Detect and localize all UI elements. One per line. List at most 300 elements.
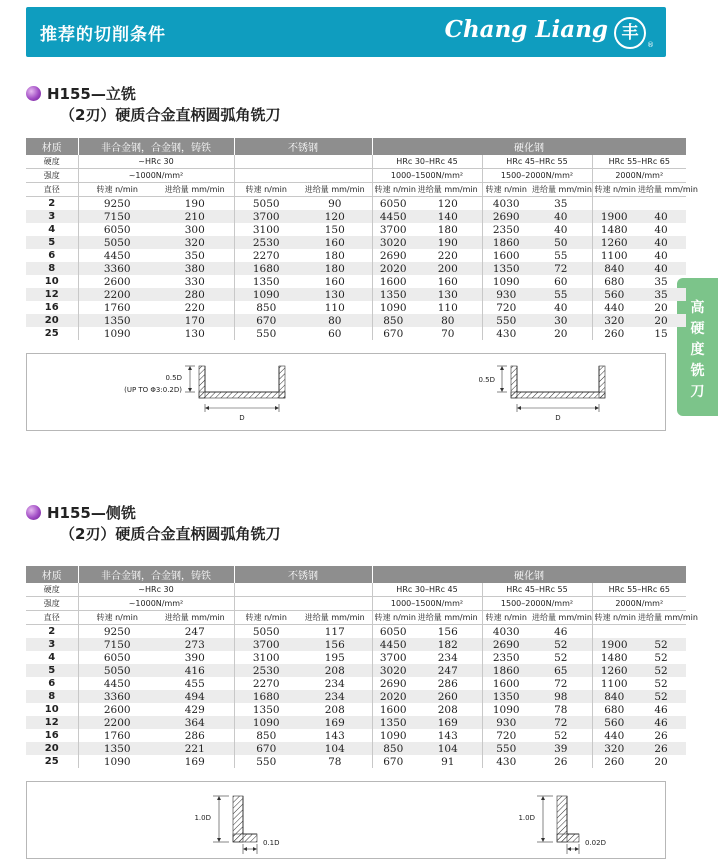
feed-cell: 60	[530, 275, 592, 288]
speed-cell: 550	[256, 755, 277, 768]
hardness-value: HRc 30–HRc 45	[372, 583, 482, 597]
feed-cell: 350	[156, 249, 234, 262]
left-width-label: D	[239, 414, 245, 422]
feed-cell: 220	[414, 249, 482, 262]
strength-value: 1000–1500N/mm²	[372, 169, 482, 183]
diameter-cell: 12	[26, 288, 78, 301]
strength-value: 1500–2000N/mm²	[482, 597, 592, 611]
feed-cell: 20	[654, 755, 668, 768]
feed-cell: 234	[414, 651, 482, 664]
speed-cell: 2690	[379, 677, 407, 690]
speed-cell: 3100	[252, 651, 280, 664]
feed-cell: 46	[636, 716, 686, 729]
side-tab-char: 铣	[690, 363, 705, 379]
diameter-cell: 12	[26, 716, 78, 729]
side-tab-char: 刀	[690, 384, 705, 400]
speed-column-label: 转速 n/min	[372, 611, 414, 625]
speed-cell: 3700	[234, 638, 298, 651]
speed-cell: 2600	[103, 275, 131, 288]
table-row	[26, 664, 686, 677]
strength-value: 1000–1500N/mm²	[372, 597, 482, 611]
feed-cell: 70	[414, 327, 482, 340]
feed-cell: 208	[298, 664, 372, 677]
feed-cell: 40	[636, 236, 686, 249]
speed-cell: 1090	[234, 716, 298, 729]
speed-cell: 670	[383, 327, 404, 340]
speed-cell: 550	[482, 742, 530, 755]
strength-value: ~1000N/mm²	[78, 597, 234, 611]
feed-cell: 46	[654, 703, 668, 716]
strength-row	[26, 597, 686, 611]
speed-cell: 2530	[234, 236, 298, 249]
feed-cell: 273	[156, 638, 234, 651]
feed-cell: 429	[156, 703, 234, 716]
speed-cell: 4030	[492, 197, 520, 210]
speed-cell: 6050	[379, 197, 407, 210]
feed-cell: 150	[298, 223, 372, 236]
diameter-cell: 10	[26, 275, 78, 288]
feed-cell: 170	[156, 314, 234, 327]
speed-column-label: 转速 n/min	[78, 183, 156, 197]
feed-cell: 26	[530, 755, 592, 768]
feed-cell: 35	[530, 197, 592, 211]
speed-cell: 4450	[103, 677, 131, 690]
speed-cell: 1600	[379, 275, 407, 288]
speed-column-label: 转速 n/min	[592, 611, 636, 625]
speed-cell: 320	[592, 314, 636, 327]
feed-cell: 180	[298, 262, 372, 275]
speed-cell: 1350	[482, 262, 530, 275]
feed-cell: 160	[298, 275, 372, 288]
left-slot-profile	[185, 366, 285, 412]
feed-cell: 220	[156, 301, 234, 314]
feed-cell: 320	[156, 236, 234, 249]
feed-cell: 35	[636, 288, 686, 301]
feed-cell: 330	[156, 275, 234, 288]
feed-cell: 39	[530, 742, 592, 755]
feed-cell: 35	[654, 275, 668, 288]
feed-cell: 91	[414, 755, 482, 768]
speed-cell: 670	[383, 755, 404, 768]
feed-cell: 40	[636, 262, 686, 275]
diameter-cell: 2	[26, 625, 78, 639]
section2-diagram	[26, 781, 666, 859]
diameter-label: 直径	[26, 611, 78, 625]
speed-cell: 670	[234, 742, 298, 755]
feed-cell: 200	[414, 262, 482, 275]
feed-cell: 15	[654, 327, 668, 340]
brand-logo-icon: 丰	[614, 17, 646, 49]
speed-cell: 5050	[252, 625, 280, 638]
speed-cell: 680	[604, 703, 625, 716]
speed-cell: 720	[496, 301, 517, 314]
feed-cell: 50	[530, 236, 592, 249]
hardness-row	[26, 155, 686, 169]
feed-cell: 52	[636, 664, 686, 677]
feed-cell: 190	[414, 236, 482, 249]
speed-cell: 3700	[379, 651, 407, 664]
strength-row	[26, 169, 686, 183]
hardness-value: HRc 55–HRc 65	[592, 155, 686, 169]
section2-title: H155—侧铣	[47, 504, 136, 522]
left-height-label: 1.0D	[194, 814, 211, 822]
feed-cell: 364	[156, 716, 234, 729]
feed-cell: 130	[414, 288, 482, 301]
speed-cell: 6050	[103, 223, 131, 236]
feed-cell: 120	[298, 210, 372, 223]
speed-cell: 2270	[252, 249, 280, 262]
feed-cell: 130	[298, 288, 372, 301]
speed-cell: 1350	[78, 742, 156, 755]
table-row	[26, 314, 686, 327]
speed-cell: 6050	[379, 625, 407, 638]
feed-cell: 40	[654, 223, 668, 236]
feed-cell: 72	[530, 262, 592, 275]
feed-cell: 286	[156, 729, 234, 742]
diameter-cell: 20	[26, 314, 78, 327]
feed-cell: 52	[530, 638, 592, 651]
diameter-cell: 3	[26, 210, 78, 223]
hardness-value-empty	[234, 583, 372, 597]
feed-cell: 80	[414, 314, 482, 327]
feed-cell: 52	[530, 651, 592, 664]
material-label: 材质	[26, 566, 78, 583]
feed-cell: 455	[156, 677, 234, 690]
strength-label: 强度	[26, 597, 78, 611]
right-depth-label: 0.5D	[478, 376, 495, 384]
speed-cell: 1600	[492, 249, 520, 262]
speed-cell: 680	[604, 275, 625, 288]
diameter-cell: 5	[26, 664, 78, 677]
table-row	[26, 275, 686, 288]
feed-cell: 90	[298, 197, 372, 211]
diameter-cell: 25	[26, 755, 78, 768]
diameter-cell: 5	[26, 236, 78, 249]
material-header-row	[26, 566, 686, 583]
speed-cell	[592, 625, 636, 639]
speed-cell: 930	[482, 288, 530, 301]
feed-cell: 55	[530, 288, 592, 301]
speed-column-label: 转速 n/min	[482, 611, 530, 625]
speed-cell: 1090	[379, 301, 407, 314]
speed-cell: 1860	[482, 236, 530, 249]
diameter-cell: 6	[26, 249, 78, 262]
feed-cell	[636, 625, 686, 639]
speed-column-label: 转速 n/min	[372, 183, 414, 197]
speed-column-label: 转速 n/min	[234, 183, 298, 197]
feed-cell: 260	[414, 690, 482, 703]
speed-cell: 1260	[592, 236, 636, 249]
feed-cell: 110	[414, 301, 482, 314]
feed-column-label: 进给量 mm/min	[636, 611, 686, 625]
feed-cell: 234	[298, 677, 372, 690]
speed-cell: 1900	[592, 210, 636, 223]
speed-cell: 260	[604, 327, 625, 340]
feed-cell: 20	[636, 314, 686, 327]
speed-cell: 3700	[379, 223, 407, 236]
right-height-label: 1.0D	[518, 814, 535, 822]
material-label: 材质	[26, 138, 78, 155]
feed-cell: 156	[298, 638, 372, 651]
speed-cell: 2690	[379, 249, 407, 262]
speed-cell: 2350	[492, 223, 520, 236]
table-row	[26, 327, 686, 340]
feed-cell: 117	[298, 625, 372, 639]
table-row	[26, 197, 686, 211]
speed-cell: 2200	[78, 716, 156, 729]
feed-cell: 40	[530, 210, 592, 223]
speed-cell: 3100	[252, 223, 280, 236]
cutting-table-section1	[26, 138, 698, 340]
table-row	[26, 236, 686, 249]
diameter-cell: 8	[26, 262, 78, 275]
feed-cell: 180	[414, 223, 482, 236]
speed-cell: 1090	[379, 729, 407, 742]
feed-cell: 195	[298, 651, 372, 664]
feed-cell: 156	[414, 625, 482, 639]
group-header-hardened: 硬化钢	[372, 138, 686, 155]
feed-cell: 247	[414, 664, 482, 677]
table-row	[26, 301, 686, 314]
bullet-icon	[26, 505, 41, 520]
feed-column-label: 进给量 mm/min	[530, 611, 592, 625]
column-label-row	[26, 183, 686, 197]
diameter-label: 直径	[26, 183, 78, 197]
speed-cell: 2600	[103, 703, 131, 716]
table-row	[26, 262, 686, 275]
feed-cell: 40	[530, 223, 592, 236]
speed-cell: 440	[604, 301, 625, 314]
speed-cell: 1480	[600, 651, 628, 664]
speed-cell: 1680	[234, 690, 298, 703]
feed-cell: 169	[156, 755, 234, 768]
feed-cell: 20	[530, 327, 592, 340]
hardness-label: 硬度	[26, 155, 78, 169]
hardness-value: ~HRc 30	[78, 583, 234, 597]
left-depth-label: 0.5D	[165, 374, 182, 382]
strength-value: 2000N/mm²	[592, 169, 686, 183]
feed-cell: 160	[298, 236, 372, 249]
group-header-stainless: 不锈钢	[234, 138, 372, 155]
feed-column-label: 进给量 mm/min	[530, 183, 592, 197]
speed-cell: 850	[372, 742, 414, 755]
left-note-label: (UP TO Φ3:0.2D)	[124, 386, 182, 394]
table-row	[26, 677, 686, 690]
right-width-label: D	[555, 414, 561, 422]
speed-cell: 2020	[372, 690, 414, 703]
feed-cell: 98	[530, 690, 592, 703]
speed-cell: 560	[592, 288, 636, 301]
feed-cell: 300	[156, 223, 234, 236]
table-row	[26, 716, 686, 729]
speed-cell: 840	[592, 690, 636, 703]
hardness-value: HRc 45–HRc 55	[482, 583, 592, 597]
speed-cell: 5050	[252, 197, 280, 210]
speed-cell: 1350	[482, 690, 530, 703]
feed-cell: 52	[654, 677, 668, 690]
feed-cell: 40	[636, 210, 686, 223]
hardness-row	[26, 583, 686, 597]
hardness-value: HRc 55–HRc 65	[592, 583, 686, 597]
strength-value-empty	[234, 597, 372, 611]
feed-cell: 60	[298, 327, 372, 340]
side-tab-char: 高	[690, 300, 705, 316]
speed-cell: 1680	[234, 262, 298, 275]
feed-cell: 80	[298, 314, 372, 327]
feed-cell: 143	[414, 729, 482, 742]
feed-cell: 210	[156, 210, 234, 223]
feed-cell: 180	[298, 249, 372, 262]
table-row	[26, 625, 686, 639]
feed-cell: 380	[156, 262, 234, 275]
feed-cell: 110	[298, 301, 372, 314]
hardness-label: 硬度	[26, 583, 78, 597]
feed-column-label: 进给量 mm/min	[156, 183, 234, 197]
table-row	[26, 742, 686, 755]
speed-cell: 2690	[482, 638, 530, 651]
diameter-cell: 16	[26, 729, 78, 742]
speed-cell: 430	[496, 327, 517, 340]
feed-cell: 169	[414, 716, 482, 729]
speed-cell: 1090	[492, 703, 520, 716]
side-tab-char: 度	[690, 342, 705, 358]
feed-cell: 52	[530, 729, 592, 742]
speed-cell: 850	[372, 314, 414, 327]
group-header-hardened: 硬化钢	[372, 566, 686, 583]
brand-name: Chang Liang	[444, 16, 608, 43]
speed-cell: 2020	[372, 262, 414, 275]
diameter-cell: 4	[26, 651, 78, 664]
feed-cell: 40	[654, 249, 668, 262]
cutting-table-section2	[26, 566, 698, 768]
section1-heading	[26, 84, 280, 126]
feed-cell: 120	[414, 197, 482, 211]
table-row	[26, 210, 686, 223]
speed-cell: 320	[592, 742, 636, 755]
speed-cell: 1090	[103, 755, 131, 768]
speed-cell: 5050	[78, 664, 156, 677]
speed-cell: 1350	[252, 275, 280, 288]
speed-column-label: 转速 n/min	[482, 183, 530, 197]
feed-cell: 65	[530, 664, 592, 677]
right-step-profile	[537, 796, 579, 854]
feed-cell: 20	[654, 301, 668, 314]
strength-value: ~1000N/mm²	[78, 169, 234, 183]
speed-cell: 3360	[78, 262, 156, 275]
speed-cell: 2200	[78, 288, 156, 301]
table-row	[26, 729, 686, 742]
speed-cell: 560	[592, 716, 636, 729]
feed-cell: 143	[298, 729, 372, 742]
speed-cell: 5050	[78, 236, 156, 249]
speed-cell: 4450	[372, 210, 414, 223]
speed-cell: 930	[482, 716, 530, 729]
table-row	[26, 755, 686, 768]
speed-cell: 9250	[103, 197, 131, 210]
speed-column-label: 转速 n/min	[592, 183, 636, 197]
speed-cell: 1100	[600, 677, 628, 690]
speed-cell: 1600	[379, 703, 407, 716]
speed-cell: 670	[234, 314, 298, 327]
feed-cell: 40	[530, 301, 592, 314]
feed-cell: 55	[530, 249, 592, 262]
section2-heading	[26, 503, 280, 545]
speed-cell: 430	[496, 755, 517, 768]
diameter-cell: 3	[26, 638, 78, 651]
speed-cell	[592, 197, 636, 211]
speed-cell: 1090	[103, 327, 131, 340]
section1-subtitle: （2刃）硬质合金直柄圆弧角铣刀	[60, 106, 281, 124]
strength-value: 1500–2000N/mm²	[482, 169, 592, 183]
speed-cell: 4450	[372, 638, 414, 651]
strength-value-empty	[234, 169, 372, 183]
table-row	[26, 651, 686, 664]
speed-cell: 1480	[600, 223, 628, 236]
feed-cell: 26	[636, 742, 686, 755]
feed-cell: 140	[414, 210, 482, 223]
diameter-cell: 6	[26, 677, 78, 690]
table-row	[26, 223, 686, 236]
speed-cell: 550	[482, 314, 530, 327]
speed-cell: 4450	[103, 249, 131, 262]
feed-cell: 130	[156, 327, 234, 340]
speed-cell: 2690	[482, 210, 530, 223]
column-label-row	[26, 611, 686, 625]
feed-cell: 104	[414, 742, 482, 755]
speed-column-label: 转速 n/min	[234, 611, 298, 625]
speed-cell: 1900	[592, 638, 636, 651]
speed-cell: 550	[256, 327, 277, 340]
feed-cell: 46	[530, 625, 592, 639]
speed-cell: 1860	[482, 664, 530, 677]
speed-cell: 850	[256, 301, 277, 314]
speed-cell: 3020	[372, 236, 414, 249]
feed-column-label: 进给量 mm/min	[414, 183, 482, 197]
hardness-value-empty	[234, 155, 372, 169]
diameter-cell: 25	[26, 327, 78, 340]
feed-cell: 169	[298, 716, 372, 729]
feed-cell: 182	[414, 638, 482, 651]
feed-cell: 390	[156, 651, 234, 664]
slot-milling-diagram	[27, 354, 665, 430]
diameter-cell: 20	[26, 742, 78, 755]
feed-cell: 52	[636, 690, 686, 703]
feed-cell: 72	[530, 677, 592, 690]
diameter-cell: 2	[26, 197, 78, 211]
feed-column-label: 进给量 mm/min	[298, 611, 372, 625]
table-row	[26, 249, 686, 262]
side-tab-char: 硬	[690, 321, 705, 337]
speed-column-label: 转速 n/min	[78, 611, 156, 625]
feed-cell: 190	[156, 197, 234, 211]
speed-cell: 2350	[492, 651, 520, 664]
speed-cell: 1350	[78, 314, 156, 327]
hardness-value: ~HRc 30	[78, 155, 234, 169]
diameter-cell: 4	[26, 223, 78, 236]
right-slot-profile	[497, 366, 605, 412]
speed-cell: 260	[604, 755, 625, 768]
left-step-profile	[213, 796, 257, 854]
speed-cell: 1100	[600, 249, 628, 262]
table-row	[26, 703, 686, 716]
table-row	[26, 638, 686, 651]
strength-value: 2000N/mm²	[592, 597, 686, 611]
feed-cell: 52	[636, 638, 686, 651]
speed-cell: 3360	[78, 690, 156, 703]
speed-cell: 840	[592, 262, 636, 275]
feed-cell: 104	[298, 742, 372, 755]
speed-cell: 1090	[234, 288, 298, 301]
